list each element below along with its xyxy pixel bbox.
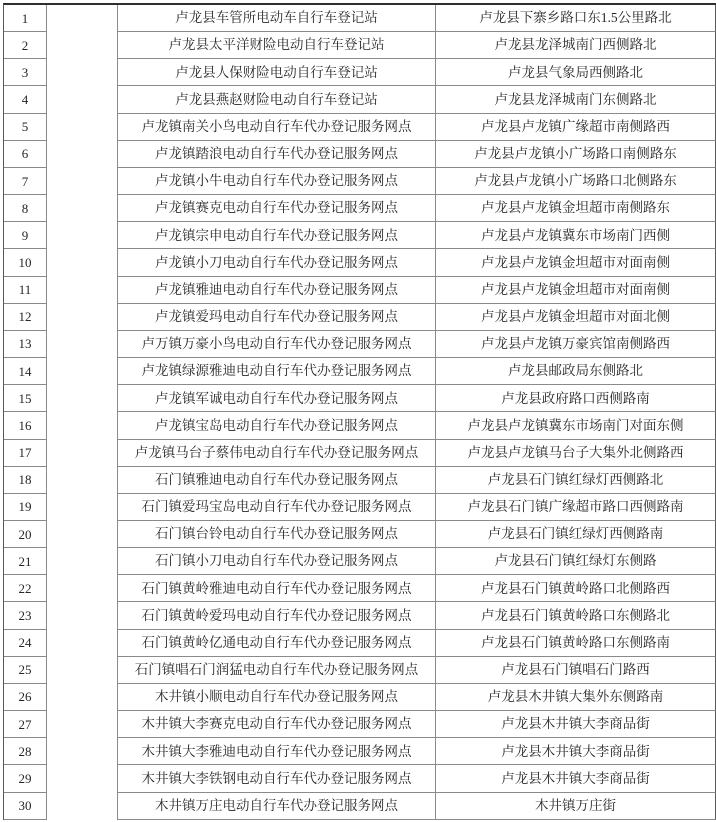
- row-number-cell: 25: [4, 657, 47, 684]
- row-number-cell: 18: [4, 467, 47, 494]
- row-number-cell: 29: [4, 765, 47, 792]
- address-cell: 木井镇万庄街: [436, 793, 716, 820]
- station-name-cell: 石门镇爱玛宝岛电动自行车代办登记服务网点: [118, 494, 436, 521]
- row-number-cell: 12: [4, 304, 47, 331]
- row-number-cell: 17: [4, 440, 47, 467]
- station-name-cell: 卢龙镇南关小鸟电动自行车代办登记服务网点: [118, 114, 436, 141]
- address-cell: 卢龙县木井镇大李商品街: [436, 711, 716, 738]
- registration-table: [3, 3, 716, 820]
- address-cell: 卢龙县木井镇大李商品街: [436, 765, 716, 792]
- station-name-cell: 木井镇小顺电动自行车代办登记服务网点: [118, 684, 436, 711]
- row-number-cell: 16: [4, 412, 47, 439]
- row-number-cell: 27: [4, 711, 47, 738]
- station-name-cell: 石门镇黄岭雅迪电动自行车代办登记服务网点: [118, 575, 436, 602]
- station-name-cell: 卢龙镇踏浪电动自行车代办登记服务网点: [118, 141, 436, 168]
- station-name-cell: 石门镇黄岭爱玛电动自行车代办登记服务网点: [118, 602, 436, 629]
- station-name-cell: 木井镇万庄电动自行车代办登记服务网点: [118, 793, 436, 820]
- address-cell: 卢龙县木井镇大集外东侧路南: [436, 684, 716, 711]
- row-number-cell: 28: [4, 738, 47, 765]
- address-cell: 卢龙县石门镇唱石门路西: [436, 657, 716, 684]
- station-name-cell: 石门镇唱石门润猛电动自行车代办登记服务网点: [118, 657, 436, 684]
- address-cell: 卢龙县气象局西侧路北: [436, 59, 716, 86]
- station-name-cell: 卢龙镇宝岛电动自行车代办登记服务网点: [118, 412, 436, 439]
- row-number-cell: 21: [4, 548, 47, 575]
- address-cell: 卢龙县石门镇红绿灯西侧路北: [436, 467, 716, 494]
- row-number-cell: 22: [4, 575, 47, 602]
- merged-blank-cell: [47, 5, 118, 820]
- station-name-cell: 木井镇大李赛克电动自行车代办登记服务网点: [118, 711, 436, 738]
- address-cell: 卢龙县卢龙镇小广场路口北侧路东: [436, 168, 716, 195]
- row-number-cell: 1: [4, 5, 47, 32]
- station-name-cell: 卢龙镇绿源雅迪电动自行车代办登记服务网点: [118, 358, 436, 385]
- row-number-cell: 9: [4, 222, 47, 249]
- address-cell: 卢龙县石门镇黄岭路口东侧路南: [436, 630, 716, 657]
- address-cell: 卢龙县龙泽城南门西侧路北: [436, 32, 716, 59]
- row-number-cell: 4: [4, 86, 47, 113]
- row-number-cell: 26: [4, 684, 47, 711]
- row-number-cell: 15: [4, 385, 47, 412]
- address-cell: 卢龙县卢龙镇冀东市场南门对面东侧: [436, 412, 716, 439]
- station-name-cell: 卢龙镇军诚电动自行车代办登记服务网点: [118, 385, 436, 412]
- address-cell: 卢龙县卢龙镇金坦超市南侧路东: [436, 195, 716, 222]
- station-name-cell: 木井镇大李雅迪电动自行车代办登记服务网点: [118, 738, 436, 765]
- row-number-cell: 24: [4, 630, 47, 657]
- address-cell: 卢龙县政府路口西侧路南: [436, 385, 716, 412]
- station-name-cell: 卢龙县太平洋财险电动自行车登记站: [118, 32, 436, 59]
- address-cell: 卢龙县石门镇黄岭路口北侧路西: [436, 575, 716, 602]
- station-name-cell: 卢龙县燕赵财险电动自行车登记站: [118, 86, 436, 113]
- row-number-cell: 19: [4, 494, 47, 521]
- station-name-cell: 石门镇小刀电动自行车代办登记服务网点: [118, 548, 436, 575]
- address-cell: 卢龙县石门镇红绿灯西侧路南: [436, 521, 716, 548]
- station-name-cell: 卢龙镇小牛电动自行车代办登记服务网点: [118, 168, 436, 195]
- row-number-cell: 6: [4, 141, 47, 168]
- address-cell: 卢龙县龙泽城南门东侧路北: [436, 86, 716, 113]
- address-cell: 卢龙县木井镇大李商品街: [436, 738, 716, 765]
- address-cell: 卢龙县卢龙镇金坦超市对面北侧: [436, 304, 716, 331]
- address-cell: 卢龙县卢龙镇冀东市场南门西侧: [436, 222, 716, 249]
- address-cell: 卢龙县卢龙镇广缘超市南侧路西: [436, 114, 716, 141]
- row-number-cell: 30: [4, 793, 47, 820]
- address-cell: 卢龙县卢龙镇马台子大集外北侧路西: [436, 440, 716, 467]
- row-number-cell: 20: [4, 521, 47, 548]
- row-number-cell: 14: [4, 358, 47, 385]
- address-cell: 卢龙县卢龙镇金坦超市对面南侧: [436, 249, 716, 276]
- address-cell: 卢龙县卢龙镇金坦超市对面南侧: [436, 277, 716, 304]
- address-cell: 卢龙县卢龙镇万豪宾馆南侧路西: [436, 331, 716, 358]
- station-name-cell: 卢龙镇马台子蔡伟电动自行车代办登记服务网点: [118, 440, 436, 467]
- station-name-cell: 木井镇大李铁钢电动自行车代办登记服务网点: [118, 765, 436, 792]
- station-name-cell: 卢龙县车管所电动车自行车登记站: [118, 5, 436, 32]
- address-cell: 卢龙县石门镇广缘超市路口西侧路南: [436, 494, 716, 521]
- address-cell: 卢龙县石门镇红绿灯东侧路: [436, 548, 716, 575]
- station-name-cell: 石门镇黄岭亿通电动自行车代办登记服务网点: [118, 630, 436, 657]
- station-name-cell: 石门镇台铃电动自行车代办登记服务网点: [118, 521, 436, 548]
- row-number-cell: 3: [4, 59, 47, 86]
- row-number-cell: 10: [4, 249, 47, 276]
- address-cell: 卢龙县邮政局东侧路北: [436, 358, 716, 385]
- station-name-cell: 卢万镇万豪小鸟电动自行车代办登记服务网点: [118, 331, 436, 358]
- station-name-cell: 卢龙镇赛克电动自行车代办登记服务网点: [118, 195, 436, 222]
- address-cell: 卢龙县石门镇黄岭路口东侧路北: [436, 602, 716, 629]
- station-name-cell: 卢龙镇爱玛电动自行车代办登记服务网点: [118, 304, 436, 331]
- row-number-cell: 23: [4, 602, 47, 629]
- station-name-cell: 石门镇雅迪电动自行车代办登记服务网点: [118, 467, 436, 494]
- station-name-cell: 卢龙县人保财险电动自行车登记站: [118, 59, 436, 86]
- row-number-cell: 5: [4, 114, 47, 141]
- row-number-cell: 7: [4, 168, 47, 195]
- row-number-cell: 8: [4, 195, 47, 222]
- row-number-cell: 13: [4, 331, 47, 358]
- address-cell: 卢龙县下寨乡路口东1.5公里路北: [436, 5, 716, 32]
- station-name-cell: 卢龙镇小刀电动自行车代办登记服务网点: [118, 249, 436, 276]
- row-number-cell: 2: [4, 32, 47, 59]
- station-name-cell: 卢龙镇雅迪电动自行车代办登记服务网点: [118, 277, 436, 304]
- row-number-cell: 11: [4, 277, 47, 304]
- address-cell: 卢龙县卢龙镇小广场路口南侧路东: [436, 141, 716, 168]
- station-name-cell: 卢龙镇宗申电动自行车代办登记服务网点: [118, 222, 436, 249]
